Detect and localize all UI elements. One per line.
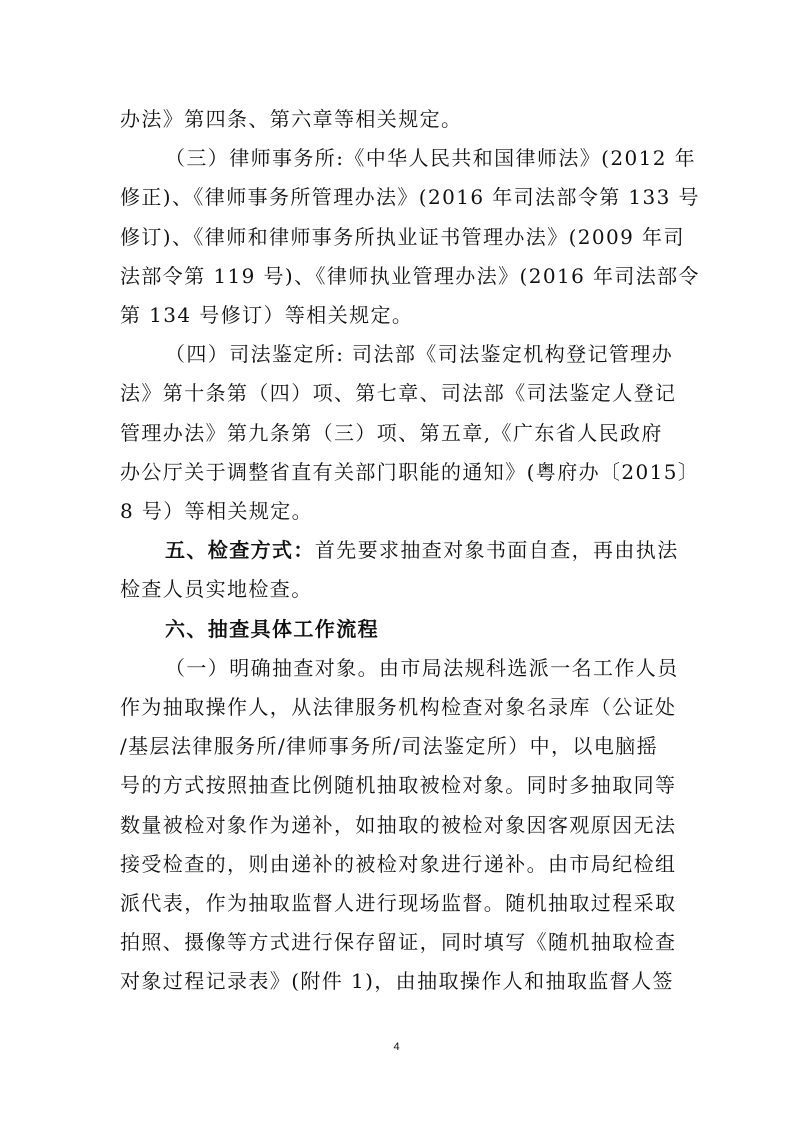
paragraph-law-firms — [120, 139, 700, 335]
text-line: 数量被检对象作为递补，如抽取的被检对象因客观原因无法 — [120, 812, 677, 837]
section-body: 首先要求抽查对象书面自查，再由执法 — [314, 538, 679, 563]
paragraph-workflow — [120, 649, 680, 1002]
text-line: 办公厅关于调整省直有关部门职能的通知》(粤府办〔2015〕 — [120, 459, 700, 484]
text-line: 拍照、摄像等方式进行保存留证，同时填写《随机抽取检查 — [120, 930, 677, 955]
document-body — [120, 100, 700, 1002]
paragraph-workflow-heading — [120, 610, 680, 649]
text-line: 号的方式按照抽查比例随机抽取被检对象。同时多抽取同等 — [120, 773, 677, 798]
section-heading: 六、抽查具体工作流程 — [165, 616, 379, 641]
text-line: 8 号）等相关规定。 — [120, 499, 314, 524]
text-line: 接受检查的，则由递补的被检对象进行递补。由市局纪检组 — [120, 851, 677, 876]
text-line: 对象过程记录表》(附件 1)，由抽取操作人和抽取监督人签 — [120, 969, 674, 994]
text-line: 检查人员实地检查。 — [120, 577, 313, 602]
text-line: 办法》第四条、第六章等相关规定。 — [120, 107, 463, 131]
text-line: 第 134 号修订）等相关规定。 — [120, 303, 414, 328]
paragraph-forensic — [120, 335, 700, 531]
text-line: 法》第十条第（四）项、第七章、司法部《司法鉴定人登记 — [120, 381, 677, 406]
text-line: 法部令第 119 号)、《律师执业管理办法》(2016 年司法部令 — [120, 263, 700, 288]
text-line: 修正)、《律师事务所管理办法》(2016 年司法部令第 133 号 — [120, 185, 700, 210]
text-line: 管理办法》第九条第（三）项、第五章,《广东省人民政府 — [120, 420, 663, 445]
paragraph-inspection-method — [120, 531, 680, 609]
page-number: 4 — [393, 1041, 400, 1053]
section-heading-inline: 五、检查方式： — [165, 538, 315, 563]
paragraph-continuation — [120, 100, 680, 139]
text-line — [120, 531, 680, 570]
text-line: （三）律师事务所:《中华人民共和国律师法》(2012 年 — [165, 146, 696, 171]
text-line: 作为抽取操作人，从法律服务机构检查对象名录库（公证处 — [120, 695, 677, 720]
text-line: /基层法律服务所/律师事务所/司法鉴定所）中，以电脑摇 — [120, 734, 659, 759]
text-line: 派代表，作为抽取监督人进行现场监督。随机抽取过程采取 — [120, 891, 677, 916]
text-line: 修订)、《律师和律师事务所执业证书管理办法》(2009 年司 — [120, 224, 685, 249]
text-line: （四）司法鉴定所: 司法部《司法鉴定机构登记管理办 — [165, 342, 674, 367]
text-line: （一）明确抽查对象。由市局法规科选派一名工作人员 — [165, 655, 679, 680]
